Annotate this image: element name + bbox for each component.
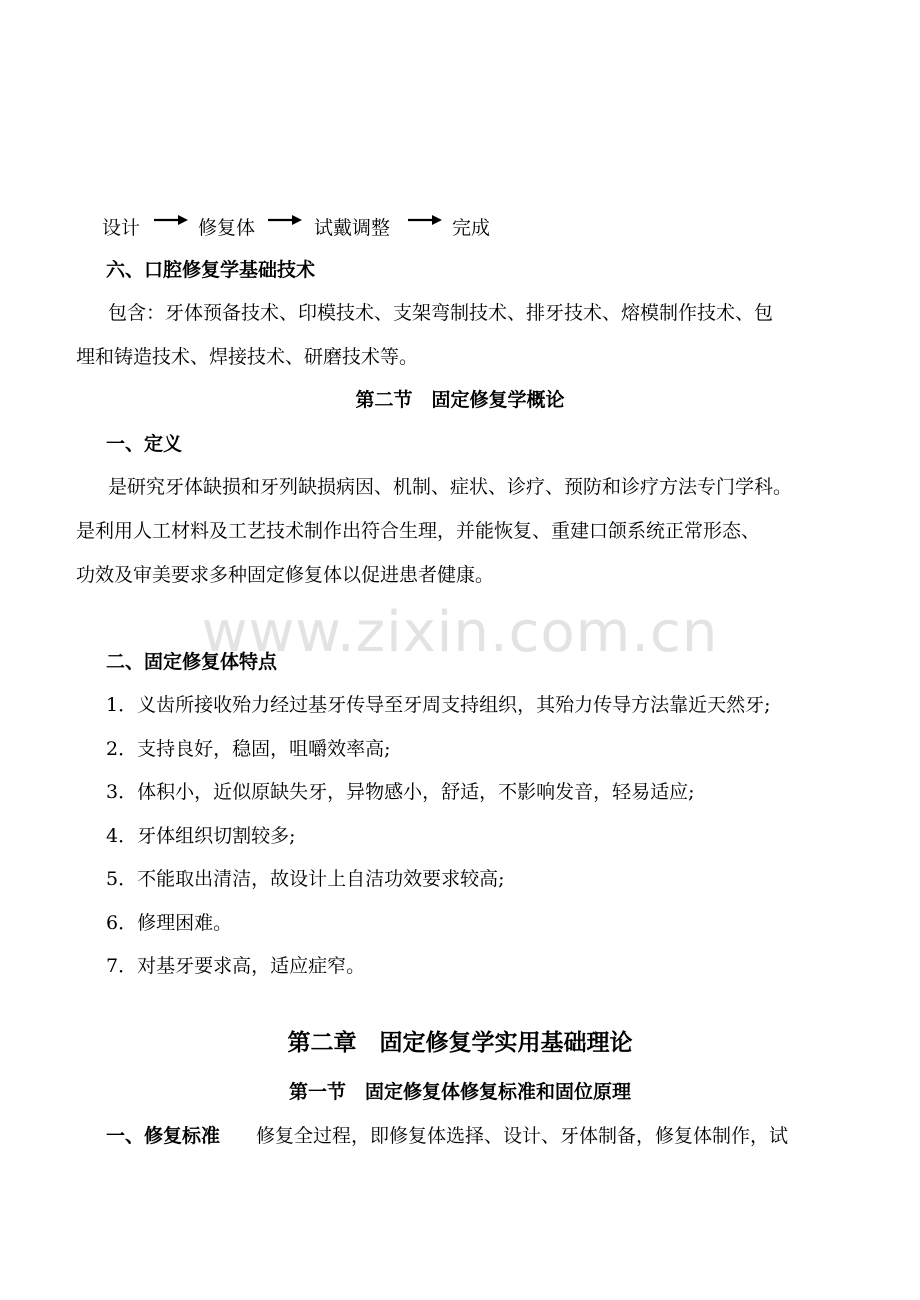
subheading: 二、固定修复体特点 xyxy=(106,651,278,673)
arrow-right-icon xyxy=(268,214,304,228)
paragraph-line: 修复全过程，即修复体选择、设计、牙体制备，修复体制作，试 xyxy=(256,1125,789,1147)
arrow-right-icon xyxy=(154,214,190,228)
paragraph-line: 埋和铸造技术、焊接技术、研磨技术等。 xyxy=(76,346,419,368)
flow-step-design: 设计 xyxy=(102,217,141,239)
list-item: 7．对基牙要求高，适应症窄。 xyxy=(106,955,366,977)
flow-step-complete: 完成 xyxy=(452,217,491,239)
list-item: 3．体积小，近似原缺失牙，异物感小，舒适，不影响发音，轻易适应; xyxy=(106,781,695,803)
section-title: 第二节 固定修复学概论 xyxy=(355,389,565,411)
paragraph-line: 包含：牙体预备技术、印模技术、支架弯制技术、排牙技术、熔模制作技术、包 xyxy=(108,302,774,324)
chapter-title: 第二章 固定修复学实用基础理论 xyxy=(287,1029,633,1056)
watermark: www.zixin.com.cn xyxy=(201,600,719,665)
list-item: 1．义齿所接收殆力经过基牙传导至牙周支持组织，其殆力传导方法靠近天然牙; xyxy=(106,694,771,716)
section-title: 第一节 固定修复体修复标准和固位原理 xyxy=(288,1081,631,1103)
subheading: 一、修复标准 xyxy=(106,1125,221,1147)
flow-step-try-in: 试戴调整 xyxy=(314,217,391,239)
paragraph-line: 是利用人工材料及工艺技术制作出符合生理，并能恢复、重建口颌系统正常形态、 xyxy=(76,520,761,542)
subheading: 一、定义 xyxy=(106,433,183,455)
flow-step-prosthesis: 修复体 xyxy=(198,217,256,239)
paragraph-line: 是研究牙体缺损和牙列缺损病因、机制、症状、诊疗、预防和诊疗方法专门学科。 xyxy=(108,476,793,498)
list-item: 6．修理困难。 xyxy=(106,912,233,934)
list-item: 4．牙体组织切割较多; xyxy=(106,825,296,847)
arrow-right-icon xyxy=(408,214,444,228)
paragraph-line: 功效及审美要求多种固定修复体以促进患者健康。 xyxy=(76,564,495,586)
list-item: 5．不能取出清洁，故设计上自洁功效要求较高; xyxy=(106,868,505,890)
section-heading: 六、口腔修复学基础技术 xyxy=(106,259,316,281)
list-item: 2．支持良好，稳固，咀嚼效率高; xyxy=(106,738,391,760)
